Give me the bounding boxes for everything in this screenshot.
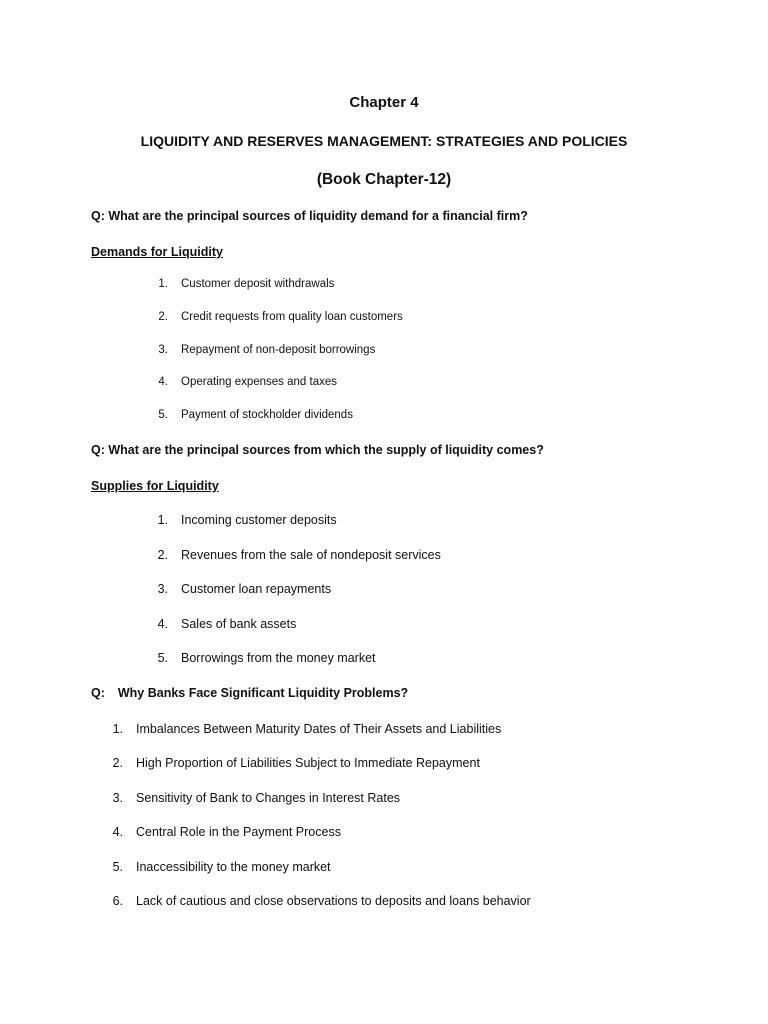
list-item <box>0 344 768 360</box>
list-item-text: Customer deposit withdrawals <box>181 278 335 290</box>
list-item-text: Lack of cautious and close observations to deposits and loans behavior <box>136 894 531 908</box>
list-item <box>0 722 768 739</box>
list-item <box>0 825 768 842</box>
question-prefix: Q: <box>91 686 105 700</box>
section-heading-supplies: Supplies for Liquidity <box>91 479 219 493</box>
list-item-text: Customer loan repayments <box>181 582 332 596</box>
list-item <box>0 617 768 634</box>
list-item-text: Central Role in the Payment Process <box>136 825 341 839</box>
list-item <box>0 791 768 808</box>
list-item-number: 5. <box>112 860 123 874</box>
list-item <box>0 376 768 392</box>
list-item-number: 2. <box>112 756 123 770</box>
list-item-number: 1. <box>112 722 123 736</box>
list-item-number: 5. <box>158 409 168 421</box>
list-item-text: Sales of bank assets <box>181 617 297 631</box>
list-item-text: Revenues from the sale of nondeposit services <box>181 548 441 562</box>
list-item-text: High Proportion of Liabilities Subject to Immediate Repayment <box>136 756 480 770</box>
list-item-number: 3. <box>158 344 168 356</box>
list-item-number: 1. <box>157 513 168 527</box>
document-title: LIQUIDITY AND RESERVES MANAGEMENT: STRATEGIES AND POLICIES <box>140 133 628 149</box>
list-item-text: Inaccessibility to the money market <box>136 860 331 874</box>
list-item <box>0 860 768 877</box>
list-item-text: Sensitivity of Bank to Changes in Interest Rates <box>136 791 401 805</box>
list-item <box>0 756 768 773</box>
list-item-text: Credit requests from quality loan customers <box>181 311 403 323</box>
list-item <box>0 311 768 327</box>
list-item-text: Operating expenses and taxes <box>181 376 337 388</box>
list-item-number: 3. <box>112 791 123 805</box>
list-item <box>0 548 768 565</box>
question-3 <box>91 686 408 700</box>
list-item <box>0 278 768 294</box>
list-item-number: 5. <box>157 651 168 665</box>
list-item-number: 6. <box>112 894 123 908</box>
question-text: Why Banks Face Significant Liquidity Problems? <box>117 686 409 700</box>
list-item <box>0 513 768 530</box>
question-1: Q: What are the principal sources of liquidity demand for a financial firm? <box>91 209 528 223</box>
list-item-number: 4. <box>158 376 168 388</box>
list-item-text: Payment of stockholder dividends <box>181 409 353 421</box>
list-item-text: Incoming customer deposits <box>181 513 337 527</box>
list-item <box>0 582 768 599</box>
list-item <box>0 651 768 668</box>
book-chapter-subtitle: (Book Chapter-12) <box>316 171 452 188</box>
list-item-number: 1. <box>158 278 168 290</box>
section-heading-demands: Demands for Liquidity <box>91 245 223 259</box>
list-item <box>0 894 768 911</box>
list-item-text: Imbalances Between Maturity Dates of Their Assets and Liabilities <box>136 722 502 736</box>
list-item-number: 2. <box>157 548 168 562</box>
list-item-number: 2. <box>158 311 168 323</box>
list-item-number: 4. <box>112 825 123 839</box>
list-item <box>0 409 768 425</box>
list-item-text: Borrowings from the money market <box>181 651 376 665</box>
chapter-title: Chapter 4 <box>349 94 419 111</box>
question-2: Q: What are the principal sources from which the supply of liquidity comes? <box>91 443 544 457</box>
list-item-number: 3. <box>157 582 168 596</box>
list-item-text: Repayment of non-deposit borrowings <box>181 344 376 356</box>
list-item-number: 4. <box>157 617 168 631</box>
